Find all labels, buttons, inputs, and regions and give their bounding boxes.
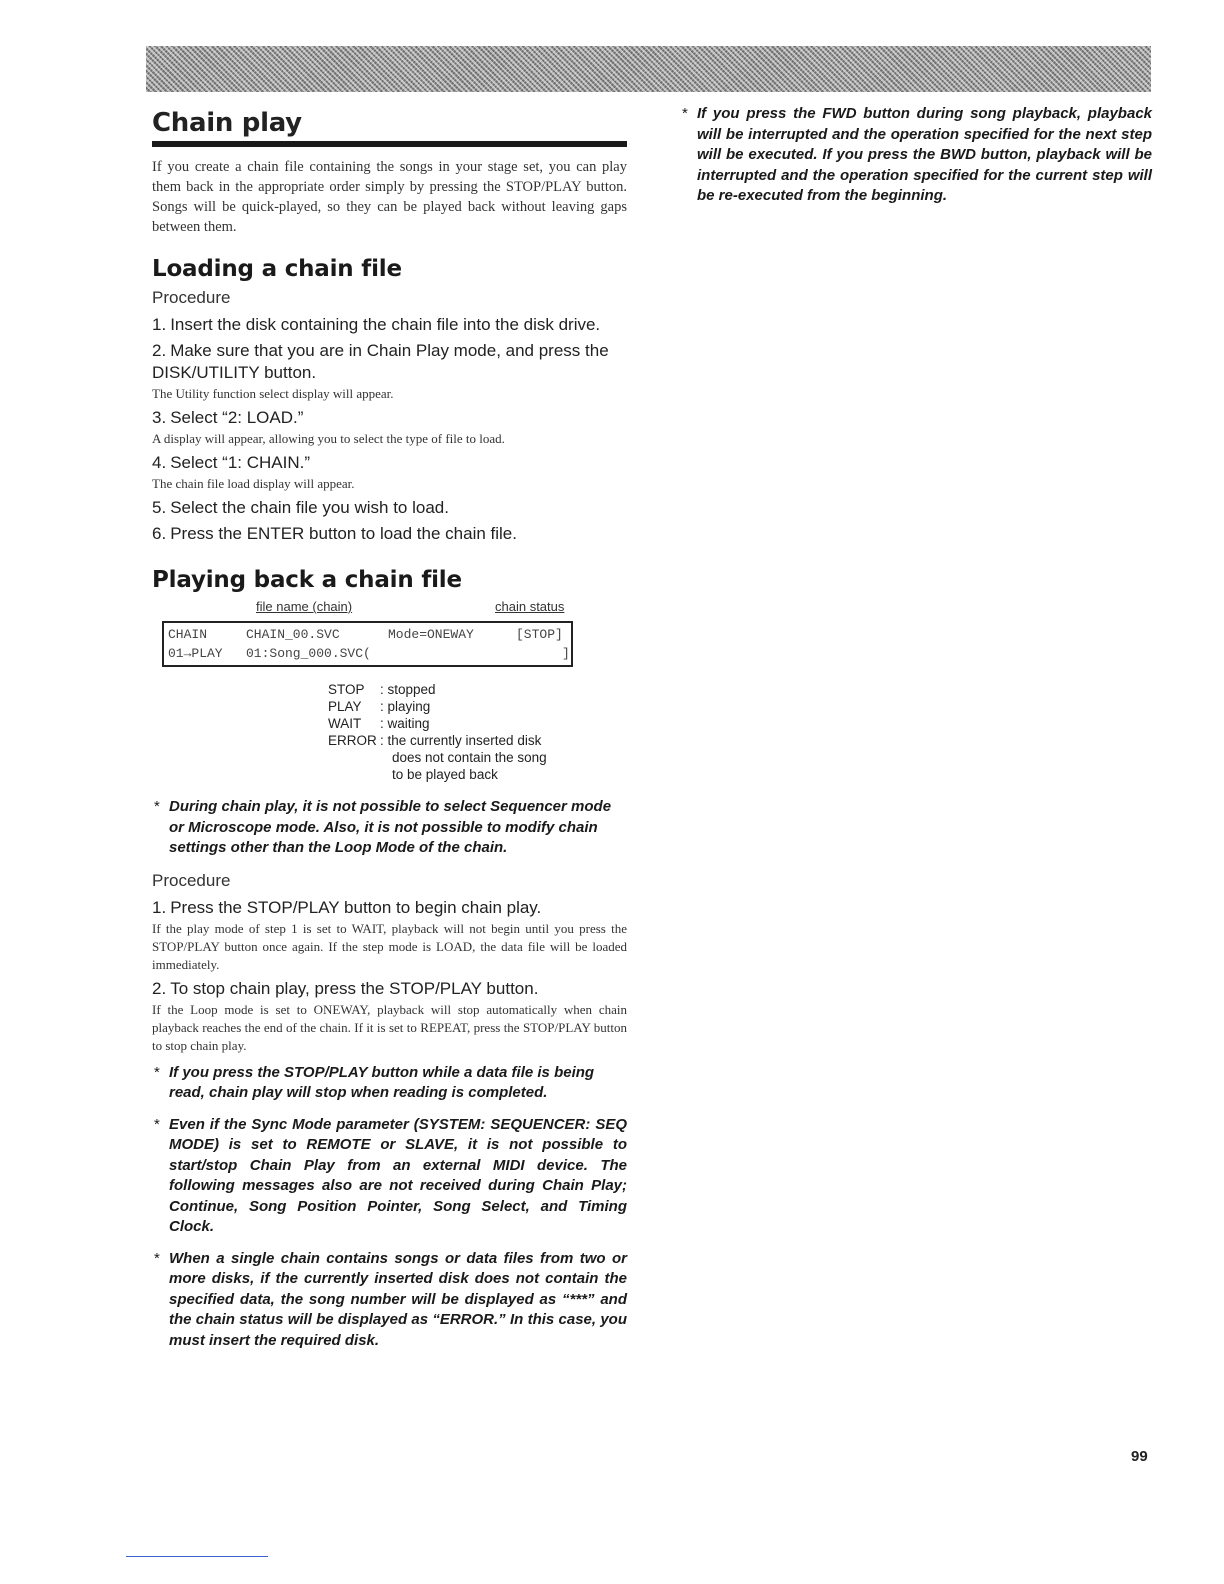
- lcd-cell: CHAIN: [168, 627, 208, 642]
- step-text: Select “1: CHAIN.”: [170, 453, 310, 472]
- step-note: A display will appear, allowing you to select the type of file to load.: [152, 431, 505, 446]
- playing-step: [152, 897, 627, 974]
- step-number: 4.: [152, 453, 167, 472]
- step-number: 2.: [152, 341, 167, 360]
- step-text: Insert the disk containing the chain file into the disk drive.: [170, 315, 601, 334]
- note-text: Even if the Sync Mode parameter (SYSTEM: SEQUENCER: SEQ MODE) is set to REMOTE or SLAVE, it is not possible to start/stop Chain Play from an external MIDI device. The following messages also are not received during Chain Play; Continue, Song Position Pointer, Song Select, and Timing Clock.: [169, 1115, 627, 1235]
- step-text: Press the STOP/PLAY button to begin chain play.: [170, 897, 542, 917]
- asterisk-icon: *: [154, 798, 160, 815]
- chain-play-intro: If you create a chain file containing the songs in your stage set, you can play them back in the appropriate order simply by pressing the STOP/PLAY button. Songs will be quick-played, so they can be played back without leaving gaps between them.: [152, 159, 627, 235]
- step-text: Press the ENTER button to load the chain file.: [170, 524, 517, 543]
- lcd-cell: 01:Song_000.SVC(: [246, 646, 371, 661]
- bottom-rule: [126, 1556, 268, 1557]
- asterisk-icon: *: [154, 1249, 160, 1267]
- asterisk-icon: *: [682, 105, 688, 122]
- legend-row: [328, 681, 627, 698]
- legend-row: [328, 715, 627, 732]
- playing-step: [152, 978, 627, 1055]
- step-note: If the Loop mode is set to ONEWAY, playback will stop automatically when chain playback reaches the end of the chain. If it is set to REPEAT, press the STOP/PLAY button to stop chain play.: [152, 1001, 627, 1053]
- step-note: The Utility function select display will appear.: [152, 386, 394, 401]
- step-text: To stop chain play, press the STOP/PLAY button.: [170, 978, 539, 998]
- step-number: 2.: [152, 978, 167, 998]
- lcd-display: [162, 621, 573, 667]
- note-stop-while-reading: [152, 1063, 627, 1104]
- note-during-chain-play: [152, 797, 627, 859]
- legend-key: WAIT: [328, 716, 362, 731]
- legend-key: PLAY: [328, 699, 362, 714]
- step-note: The chain file load display will appear.: [152, 476, 355, 491]
- playing-procedure-label: Procedure: [152, 870, 231, 890]
- lcd-cell: 01→PLAY: [168, 646, 223, 661]
- lcd-cell: Mode=ONEWAY: [388, 627, 474, 642]
- step-text: Select the chain file you wish to load.: [170, 498, 449, 517]
- right-column: [680, 104, 1152, 207]
- legend-row: [328, 732, 627, 749]
- lcd-label-file-name: file name (chain): [256, 599, 353, 614]
- legend-value: : the currently inserted disk: [380, 733, 542, 748]
- legend-key: ERROR: [328, 733, 377, 748]
- loading-step: [152, 523, 627, 545]
- step-number: 1.: [152, 897, 167, 917]
- asterisk-icon: *: [154, 1115, 160, 1133]
- legend-continuation: to be played back: [392, 767, 498, 782]
- lcd-row: [168, 644, 571, 663]
- step-number: 3.: [152, 408, 167, 427]
- legend-key: STOP: [328, 682, 365, 697]
- note-sync-mode: [152, 1115, 627, 1238]
- page-number: 99: [1131, 1448, 1148, 1465]
- lcd-cell: [STOP]: [516, 627, 563, 642]
- asterisk-icon: *: [154, 1063, 160, 1081]
- playing-title: Playing back a chain file: [152, 567, 462, 593]
- legend-value: : playing: [380, 699, 431, 714]
- legend-continuation: does not contain the song: [392, 750, 547, 765]
- loading-step: [152, 407, 627, 448]
- loading-title: Loading a chain file: [152, 256, 402, 282]
- lcd-label-chain-status: chain status: [495, 599, 565, 614]
- step-note: If the play mode of step 1 is set to WAIT, playback will not begin until you press the STOP/PLAY button once again. If the step mode is LOAD, the data file will be loaded immediately.: [152, 920, 627, 972]
- left-column: [152, 108, 627, 1351]
- note-fwd-bwd: [680, 104, 1152, 207]
- loading-steps: [152, 314, 627, 545]
- legend-row: [328, 698, 627, 715]
- step-text: Select “2: LOAD.”: [170, 408, 304, 427]
- note-text: If you press the STOP/PLAY button while a data file is being read, chain play will stop when reading is completed.: [169, 1063, 595, 1101]
- chain-play-title: Chain play: [152, 108, 627, 147]
- note-multiple-disks: [152, 1249, 627, 1352]
- lcd-labels: [152, 599, 627, 621]
- step-number: 1.: [152, 315, 167, 334]
- loading-step: [152, 452, 627, 493]
- legend-value: : stopped: [380, 682, 436, 697]
- lcd-row: [168, 625, 571, 644]
- loading-step: [152, 340, 627, 403]
- loading-procedure-label: Procedure: [152, 288, 231, 307]
- lcd-cell: CHAIN_00.SVC: [246, 627, 340, 642]
- loading-step: [152, 314, 627, 336]
- step-text: Make sure that you are in Chain Play mode, and press the DISK/UTILITY button.: [152, 341, 609, 382]
- step-number: 5.: [152, 498, 167, 517]
- note-text: During chain play, it is not possible to select Sequencer mode or Microscope mode. Also, it is not possible to modify chain settings other than the Loop Mode of the chain.: [169, 798, 612, 856]
- header-band: [146, 46, 1151, 92]
- status-legend: [328, 681, 627, 783]
- note-text: When a single chain contains songs or data files from two or more disks, if the currently inserted disk does not contain the specified data, the song number will be displayed as “***” and the chain status will be displayed as “ERROR.” In this case, you must insert the required disk.: [169, 1249, 627, 1349]
- step-number: 6.: [152, 524, 167, 543]
- lcd-cell: ]: [562, 646, 570, 661]
- note-text: If you press the FWD button during song playback, playback will be interrupted and the operation specified for the next step will be executed. If you press the BWD button, playback will be interrupted and the operation specified for the current step will be re-executed from the beginning.: [697, 105, 1152, 204]
- legend-value: : waiting: [380, 716, 430, 731]
- loading-step: [152, 497, 627, 519]
